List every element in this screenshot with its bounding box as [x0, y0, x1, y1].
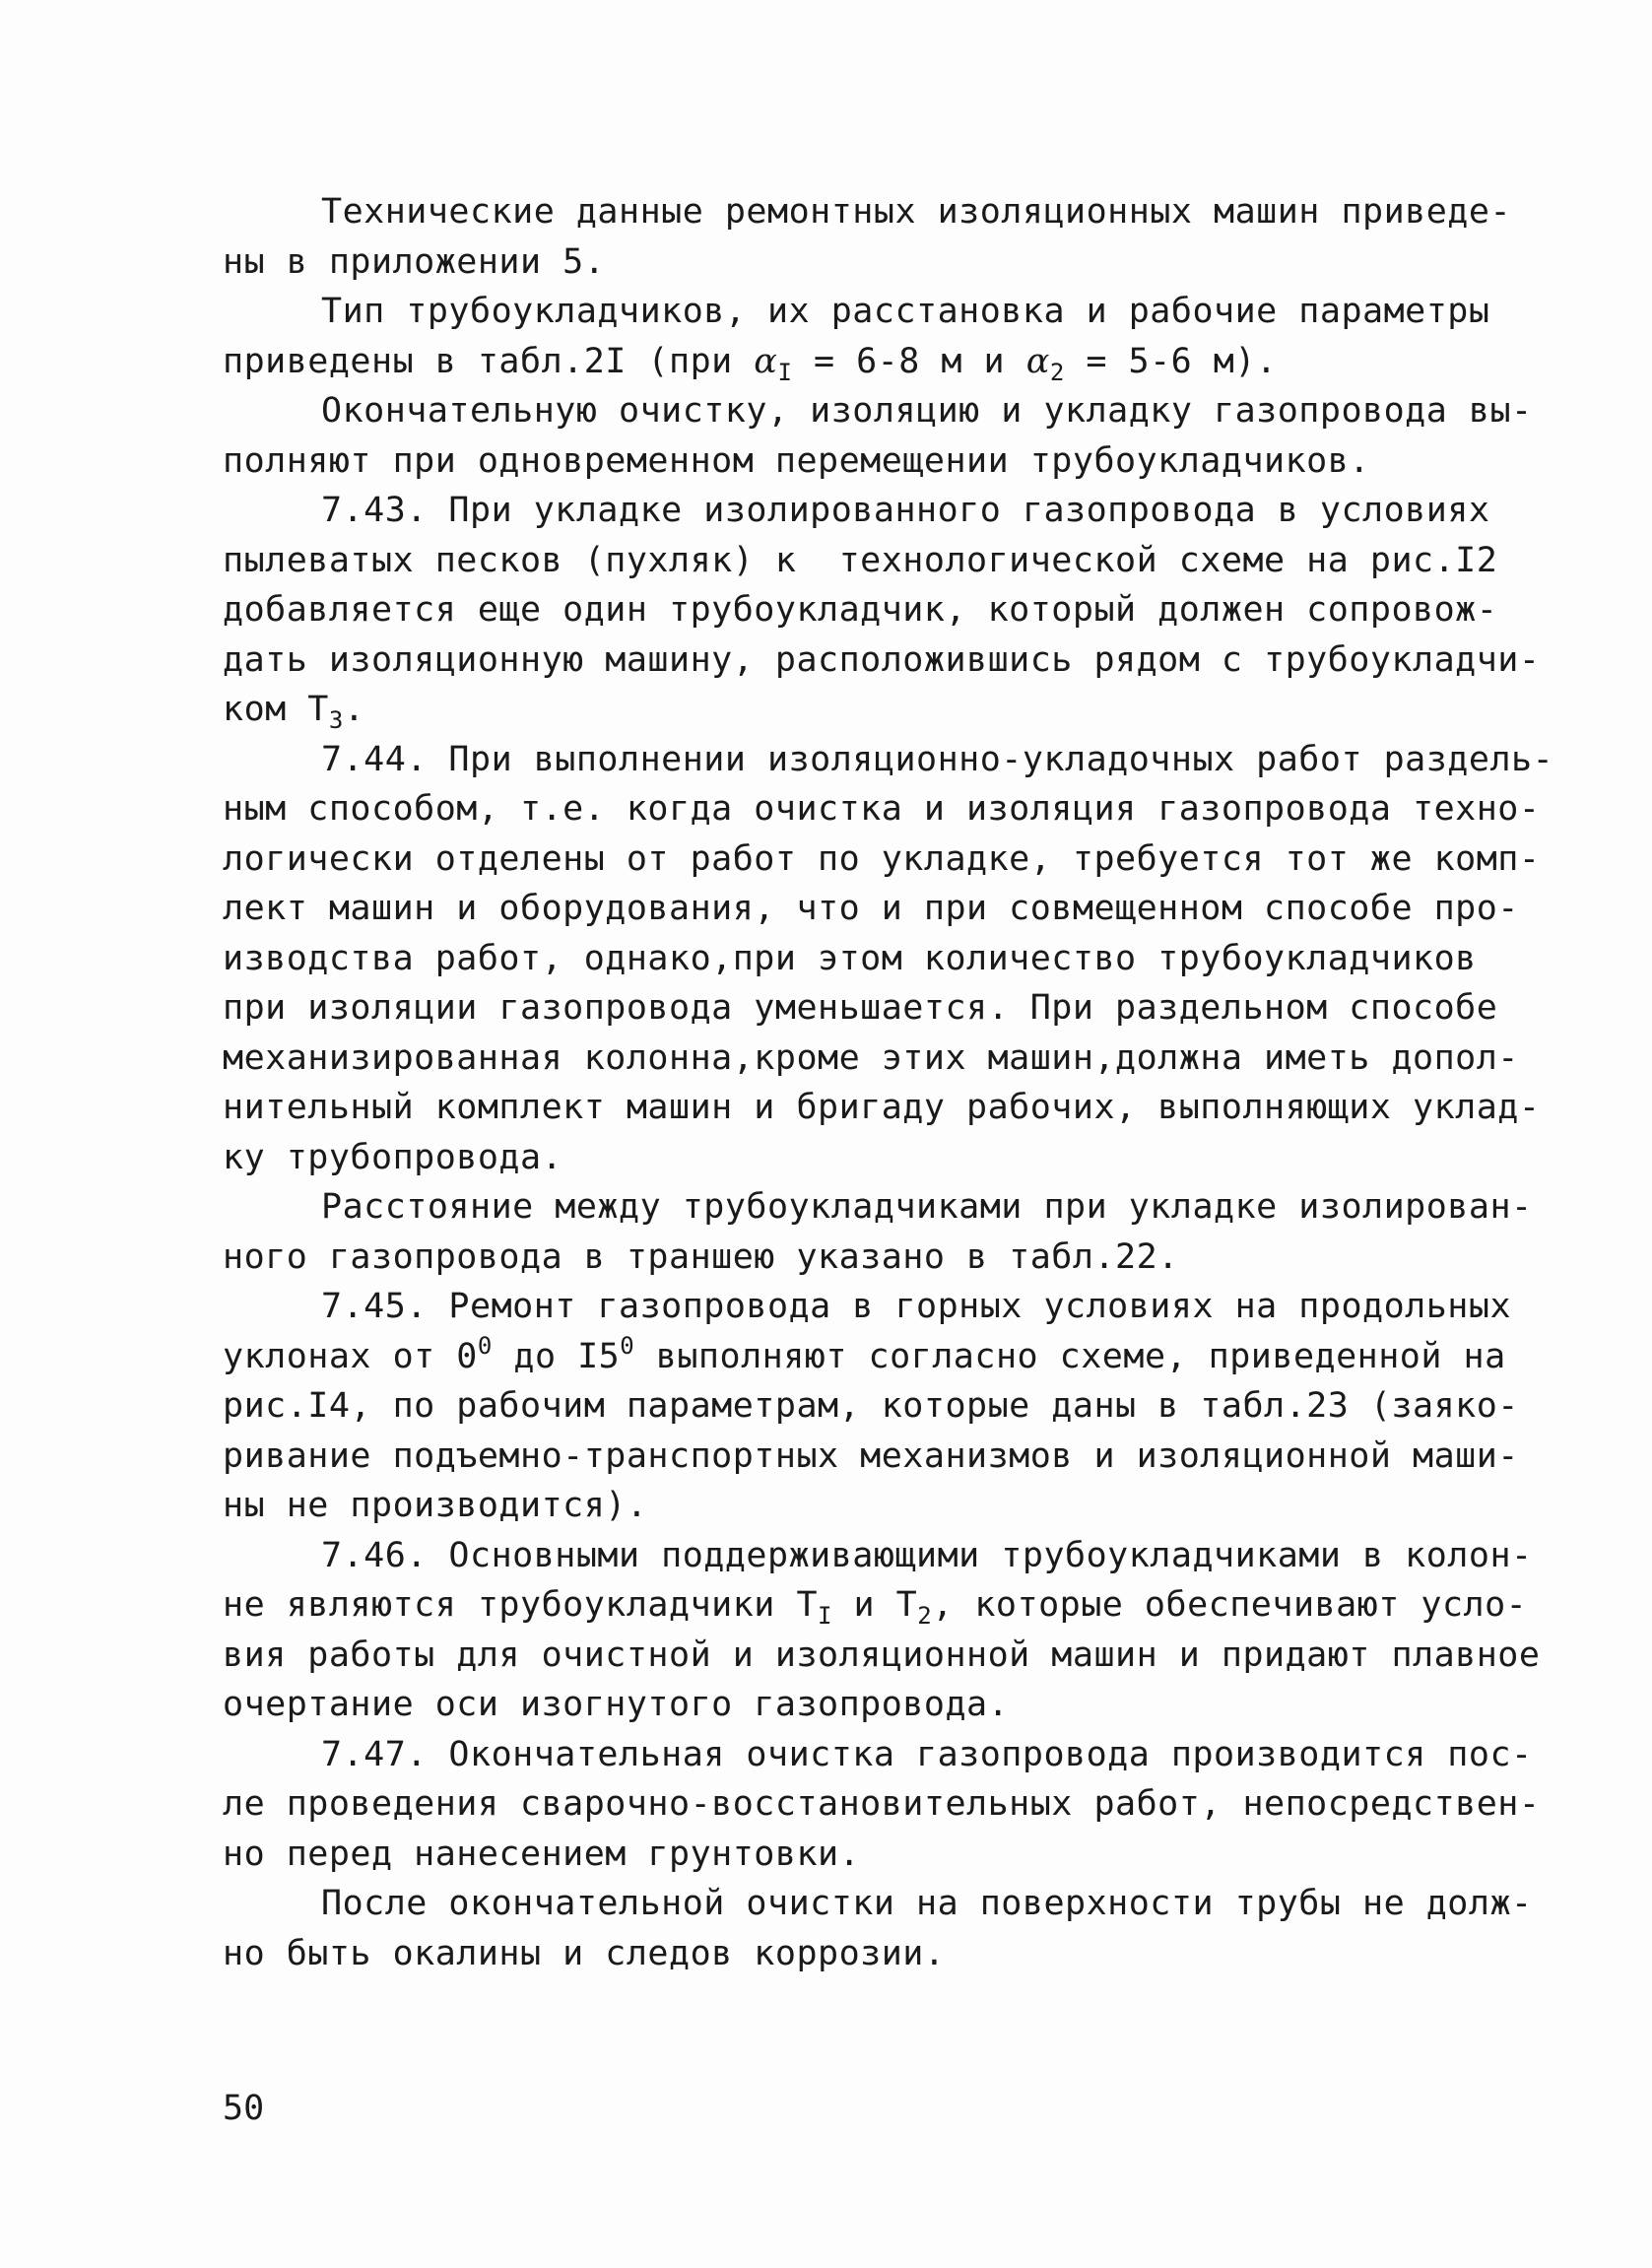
subscript: 2 [917, 1602, 933, 1630]
body-text [223, 187, 1554, 1978]
text-span: не являются трубоукладчики Т [223, 1585, 819, 1625]
text-span: ком Т [223, 690, 329, 729]
text-line: Тип трубоукладчиков, их расстановка и рабочие параметры [321, 292, 1490, 331]
text-line: полняют при одновременном перемещении трубоукладчиков. [223, 440, 1370, 481]
text-line: ле проведения сварочно-восстановительных работ, непосредствен- [223, 1784, 1541, 1824]
subscript: I [818, 1602, 832, 1630]
superscript: 0 [620, 1331, 635, 1360]
superscript: 0 [477, 1331, 493, 1360]
text-line: ку трубопровода. [223, 1137, 563, 1177]
text-line: вия работы для очистной и изоляционной машин и придают плавное [223, 1634, 1541, 1675]
text-line: добавляется еще один трубоукладчик, который должен сопровож- [223, 590, 1498, 630]
subscript: 2 [1049, 358, 1065, 386]
alpha-symbol: α [754, 341, 778, 381]
text-line: ривание подъемно-транспортных механизмов и изоляционной маши- [223, 1435, 1519, 1476]
text-line: механизированная колонна,кроме этих машин,должна иметь допол- [223, 1037, 1519, 1078]
text-line: рис.I4, по рабочим параметрам, которые даны в табл.23 (заяко- [223, 1386, 1519, 1426]
text-span: = 5-6 м). [1064, 341, 1278, 381]
text-span: уклонах от 0 [223, 1336, 478, 1376]
text-line: Расстояние между трубоукладчиками при укладке изолирован- [321, 1187, 1533, 1227]
text-line: но перед нанесением грунтовки. [223, 1834, 861, 1874]
text-line: 7.47. Окончательная очистка газопровода производится пос- [321, 1734, 1533, 1774]
text-line: пылеватых песков (пухляк) к технологической схеме на рис.I2 [223, 540, 1498, 580]
text-line: 7.45. Ремонт газопровода в горных условиях на продольных [321, 1287, 1512, 1326]
text-span: до I5 [492, 1336, 621, 1376]
text-line [223, 337, 1503, 387]
page-number: 50 [223, 2089, 265, 2128]
text-line: при изоляции газопровода уменьшается. При раздельном способе [223, 988, 1498, 1028]
text-line [223, 685, 1503, 735]
text-line: ны не производится). [223, 1486, 648, 1525]
text-line: но быть окалины и следов коррозии. [223, 1933, 946, 1973]
text-line: 7.46. Основными поддерживающими трубоукладчиками в колон- [321, 1535, 1533, 1575]
text-span: , которые обеспечивают усло- [932, 1585, 1528, 1625]
text-span: приведены в табл.2I (при [223, 341, 755, 381]
text-line: 7.43. При укладке изолированного газопровода в условиях [321, 491, 1490, 530]
text-line: Технические данные ремонтных изоляционных машин приведе- [321, 192, 1512, 232]
text-line: Окончательную очистку, изоляцию и укладку газопровода вы- [321, 391, 1533, 431]
text-line: дать изоляционную машину, расположившись рядом с трубоукладчи- [223, 639, 1541, 680]
subscript: I [777, 358, 793, 386]
text-line: очертание оси изогнутого газопровода. [223, 1685, 1010, 1724]
text-span: и Т [831, 1585, 918, 1625]
subscript: 3 [328, 706, 344, 734]
text-line: изводства работ, однако,при этом количество трубоукладчиков [223, 938, 1477, 978]
text-line: логически отделены от работ по укладке, требуется тот же комп- [223, 838, 1541, 879]
text-span: выполняют согласно схеме, приведенной на [634, 1336, 1506, 1376]
text-span: = 6-8 м и [792, 341, 1026, 381]
text-line [223, 1331, 1506, 1382]
text-line: После окончательной очистки на поверхности трубы не долж- [321, 1884, 1533, 1923]
text-span: . [343, 690, 365, 729]
text-line: 7.44. При выполнении изоляционно-укладочных работ раздель- [321, 739, 1554, 779]
text-line: лект машин и оборудования, что и при совмещенном способе про- [223, 889, 1519, 928]
text-line: ного газопровода в траншею указано в табл.22. [223, 1236, 1179, 1277]
alpha-symbol: α [1025, 341, 1050, 381]
text-line [223, 1580, 1528, 1631]
text-line: ны в приложении 5. [223, 241, 606, 282]
text-line: ным способом, т.е. когда очистка и изоляция газопровода техно- [223, 789, 1541, 829]
text-line: нительный комплект машин и бригаду рабочих, выполняющих уклад- [223, 1088, 1541, 1127]
